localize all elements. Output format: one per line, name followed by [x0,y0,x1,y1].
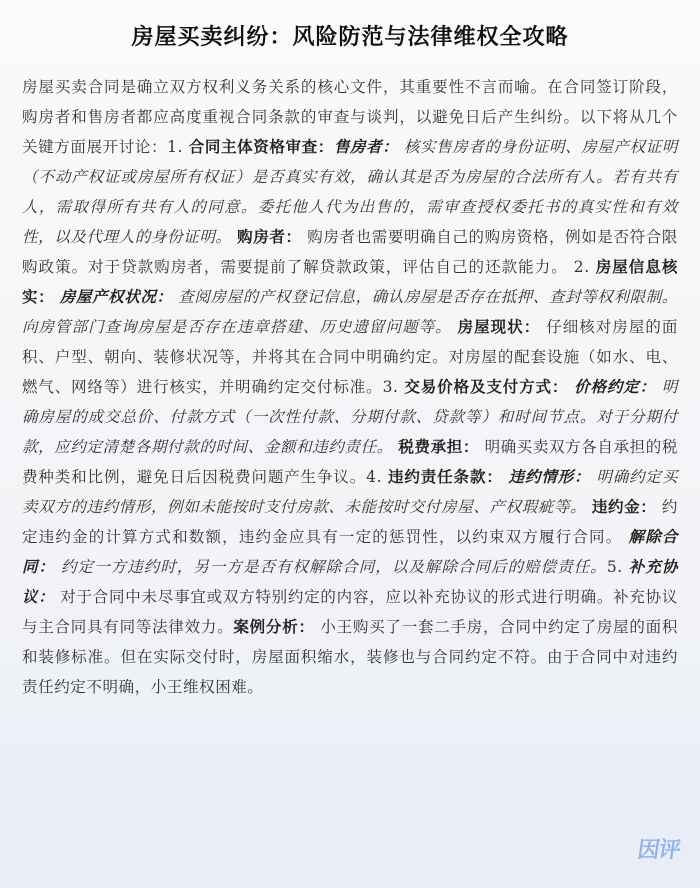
section-4-number: 4. [366,468,383,486]
intro-text: 房屋买卖合同是确立双方权利义务关系的核心文件，其重要性不言而喻。在合同签订阶段，购房者和售房者都应高度重视合同条款的审查与谈判，以避免日后产生纠纷。以下将从几个关键方面展开讨论： [22,78,678,156]
section-1-number: 1. [167,138,184,156]
penalty-label: 违约金： [591,498,657,516]
page-title: 房屋买卖纠纷：风险防范与法律维权全攻略 [131,25,569,50]
section-5-heading: 补充协议： [22,558,678,606]
article-body [22,72,678,702]
buyer-label: 购房者： [237,228,302,246]
termination-label: 解除合同： [22,528,678,576]
section-4-heading: 违约责任条款： [388,468,503,486]
case-text: 小王购买了一套二手房，合同中约定了房屋的面积和装修标准。但在实际交付时，房屋面积缩水，装修也与合同约定不符。由于合同中对违约责任约定不明确，小王维权困难。 [22,618,679,696]
section-3-heading: 交易价格及支付方式： [404,378,569,396]
title-status-text: 查阅房屋的产权登记信息，确认房屋是否存在抵押、查封等权利限制。向房管部门查询房屋是否存在违章搭建、历史遗留问题等。 [22,288,679,336]
breach-label: 违约情形： [508,468,591,486]
section-5-number: 5. [606,558,623,576]
price-label: 价格约定： [574,378,657,396]
section-5-text: 对于合同中未尽事宜或双方特别约定的内容，应以补充协议的形式进行明确。补充协议与主合同具有同等法律效力。 [22,588,679,636]
price-text: 明确房屋的成交总价、付款方式（一次性付款、分期付款、贷款等）和时间节点。对于分期付款，应约定清楚各期付款的时间、金额和违约责任。 [22,378,679,456]
section-1-heading: 合同主体资格审查： [188,138,334,156]
condition-text: 仔细核对房屋的面积、户型、朝向、装修状况等，并将其在合同中明确约定。对房屋的配套设施（如水、电、燃气、网络等）进行核实，并明确约定交付标准。 [22,318,678,396]
watermark-logo: 因评 [635,838,682,863]
section-3-number: 3. [382,378,399,396]
section-2-number: 2. [573,258,590,276]
tax-text: 明确买卖双方各自承担的税费种类和比例，避免日后因税费问题产生争议。 [22,438,679,486]
seller-label: 售房者： [333,138,399,156]
seller-text: 核实售房者的身份证明、房屋产权证明（不动产权证或房屋所有权证）是否真实有效，确认其是否为房屋的合法所有人。若有共有人，需取得所有共有人的同意。委托他人代为出售的，需审查授权委托书的真实性和有效性，以及代理人的身份证明。 [22,138,679,246]
title-status-label: 房屋产权状况： [59,288,173,306]
termination-text: 约定一方违约时，另一方是否有权解除合同，以及解除合同后的赔偿责任。 [61,558,607,576]
penalty-text: 约定违约金的计算方式和数额，违约金应具有一定的惩罚性，以约束双方履行合同。 [22,498,679,546]
tax-label: 税费承担： [398,438,479,456]
condition-label: 房屋现状： [457,318,541,336]
buyer-text: 购房者也需要明确自己的购房资格，例如是否符合限购政策。对于贷款购房者，需要提前了解贷款政策，评估自己的还款能力。 [22,228,679,276]
case-label: 案例分析： [233,618,315,636]
breach-text: 明确约定买卖双方的违约情形，例如未能按时支付房款、未能按时交付房屋、产权瑕疵等。 [22,468,679,516]
section-2-heading: 房屋信息核实： [22,258,678,306]
